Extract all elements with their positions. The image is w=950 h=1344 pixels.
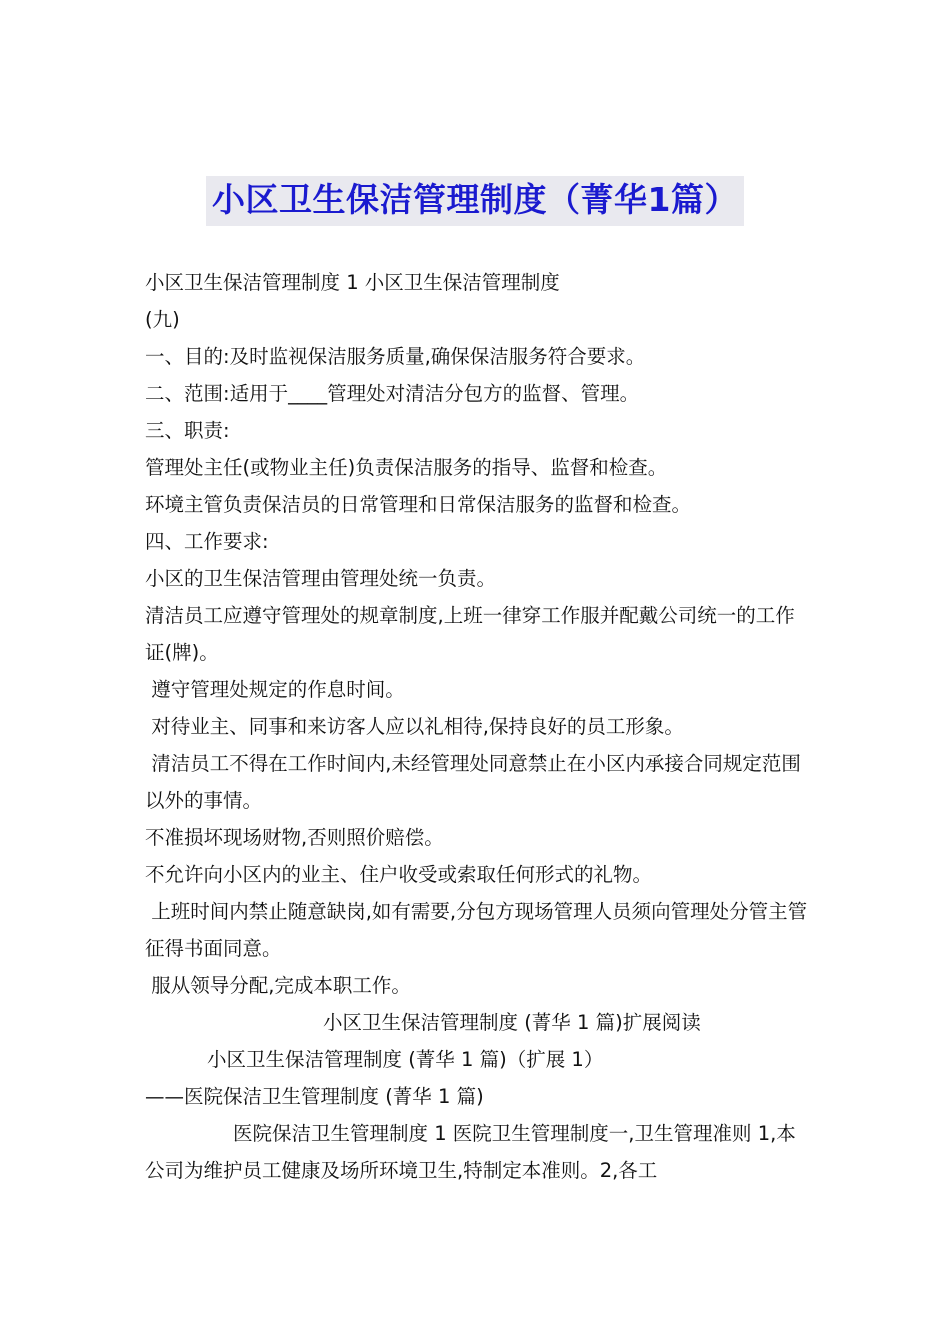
extended-reading-heading: 小区卫生保洁管理制度 (菁华 1 篇)扩展阅读 [323,1011,701,1034]
paragraph-7: 环境主管负责保洁员的日常管理和日常保洁服务的监督和检查。 [145,493,692,516]
extended-reading-source: ——医院保洁卫生管理制度 (菁华 1 篇) [145,1085,484,1108]
paragraph-1: 小区卫生保洁管理制度 1 小区卫生保洁管理制度 [145,271,560,294]
document-title: 小区卫生保洁管理制度（菁华1篇） [206,176,744,226]
extended-reading-subheading: 小区卫生保洁管理制度 (菁华 1 篇)（扩展 1） [207,1048,604,1071]
paragraph-4: 二、范围:适用于____管理处对清洁分包方的监督、管理。 [145,382,640,405]
extended-reading-body: 医院保洁卫生管理制度 1 医院卫生管理制度一,卫生管理准则 1,本公司为维护员工健康及场所环境卫生,特制定本准则。2,各工 [145,1122,796,1182]
paragraph-11: 遵守管理处规定的作息时间。 [145,678,405,701]
paragraph-2: (九) [145,308,180,331]
document-body [145,264,810,1189]
title-container [0,176,950,226]
paragraph-10: 清洁员工应遵守管理处的规章制度,上班一律穿工作服并配戴公司统一的工作证(牌)。 [145,604,795,664]
paragraph-14: 不准损坏现场财物,否则照价赔偿。 [145,826,444,849]
paragraph-13: 清洁员工不得在工作时间内,未经管理处同意禁止在小区内承接合同规定范围以外的事情。 [145,752,801,812]
paragraph-12: 对待业主、同事和来访客人应以礼相待,保持良好的员工形象。 [145,715,684,738]
paragraph-15: 不允许向小区内的业主、住户收受或索取任何形式的礼物。 [145,863,653,886]
paragraph-3: 一、目的:及时监视保洁服务质量,确保保洁服务符合要求。 [145,345,646,368]
paragraph-16: 上班时间内禁止随意缺岗,如有需要,分包方现场管理人员须向管理处分管主管征得书面同意。 [145,900,808,960]
paragraph-8: 四、工作要求: [145,530,269,553]
paragraph-6: 管理处主任(或物业主任)负责保洁服务的指导、监督和检查。 [145,456,668,479]
paragraph-9: 小区的卫生保洁管理由管理处统一负责。 [145,567,497,590]
paragraph-17: 服从领导分配,完成本职工作。 [145,974,411,997]
paragraph-5: 三、职责: [145,419,230,442]
